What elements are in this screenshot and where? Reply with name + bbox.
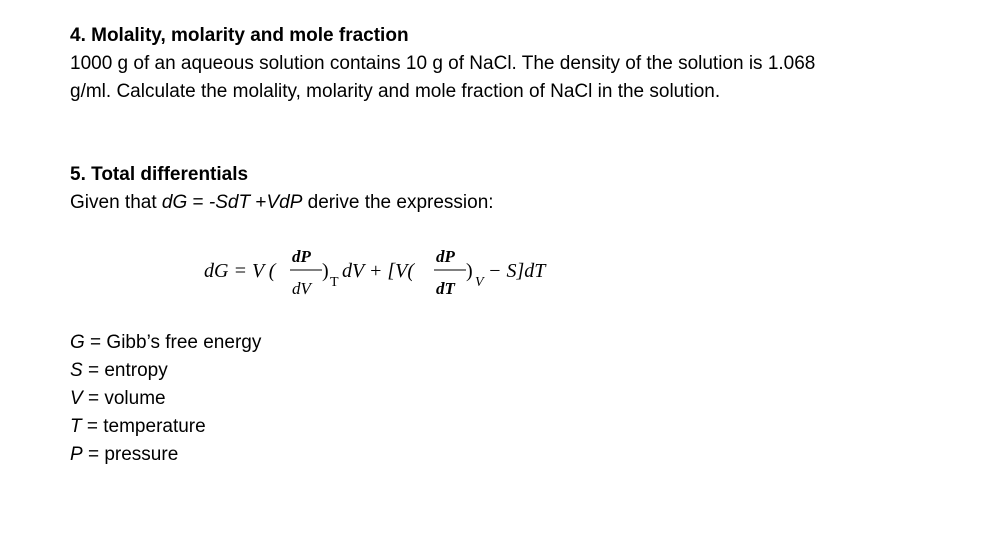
- definition-g-text: = Gibb’s free energy: [84, 332, 262, 353]
- definition-v-symbol: V: [70, 388, 83, 409]
- given-expr-sdt: -SdT: [208, 192, 251, 213]
- section-4-heading: 4. Molality, molarity and mole fraction: [70, 25, 409, 46]
- definition-g-symbol: G: [70, 332, 85, 353]
- section-4-line-2: g/ml. Calculate the molality, molarity and mole fraction of NaCl in the solution.: [70, 81, 721, 102]
- definition-t-text: = temperature: [81, 416, 206, 437]
- definition-v: [70, 388, 166, 410]
- given-mid-2: +: [250, 192, 267, 213]
- equation-frac1-numerator: dP: [292, 247, 311, 266]
- given-prefix: Given that: [70, 192, 162, 213]
- equation-frac2-denominator: dT: [436, 279, 455, 298]
- section-5-given-line: [70, 192, 494, 214]
- equation-sub-t: T: [330, 275, 339, 290]
- given-suffix: derive the expression:: [302, 192, 494, 213]
- definition-g: [70, 332, 261, 354]
- equation-svg: [200, 240, 580, 304]
- equation-tail: − S]dT: [488, 260, 546, 282]
- equation-mid: dV + [V(: [342, 260, 415, 282]
- given-expr-dg: dG: [161, 192, 188, 213]
- definition-p: [70, 444, 178, 466]
- equation-frac2-numerator: dP: [436, 247, 455, 266]
- equation-close-paren-2: ): [466, 260, 473, 282]
- section-5-heading: 5. Total differentials: [70, 164, 249, 185]
- given-expr-vdp: VdP: [266, 192, 303, 213]
- definition-t: [70, 416, 206, 438]
- equation-frac1-denominator: dV: [292, 279, 311, 298]
- equation-close-paren-1: ): [322, 260, 329, 282]
- definition-t-symbol: T: [70, 416, 82, 437]
- definition-s-symbol: S: [70, 360, 83, 381]
- definition-v-text: = volume: [82, 388, 166, 409]
- total-differential-equation: [200, 240, 580, 304]
- definition-s-text: = entropy: [82, 360, 168, 381]
- given-mid-1: =: [187, 192, 209, 213]
- equation-sub-v: V: [475, 275, 484, 290]
- definition-p-text: = pressure: [82, 444, 179, 465]
- equation-lhs: dG = V (: [204, 260, 276, 282]
- section-4-line-1: 1000 g of an aqueous solution contains 10 g of NaCl. The density of the solution is 1.068: [70, 53, 816, 74]
- definition-p-symbol: P: [70, 444, 83, 465]
- definition-s: [70, 360, 168, 382]
